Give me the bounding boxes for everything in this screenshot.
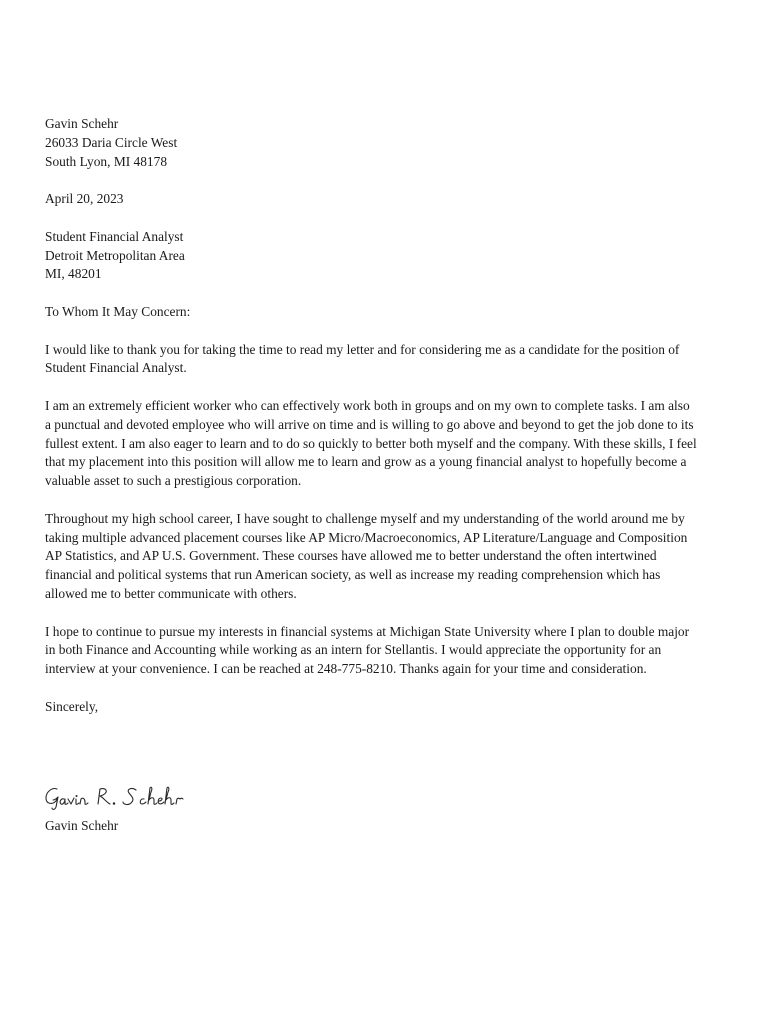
recipient-area: Detroit Metropolitan Area xyxy=(45,247,185,263)
salutation: To Whom It May Concern: xyxy=(45,303,191,319)
signature-name: Gavin Schehr xyxy=(45,817,119,833)
paragraph-4 xyxy=(45,623,735,679)
recipient-address xyxy=(45,228,735,284)
paragraph-line: allowed me to better communicate with others. xyxy=(45,585,297,601)
spacer xyxy=(45,491,735,510)
paragraph-2 xyxy=(45,397,735,491)
paragraph-line: interview at your convenience. I can be reached at 248-775-8210. Thanks again for your time and consideration. xyxy=(45,661,647,677)
handwritten-signature xyxy=(43,783,735,813)
sender-street: 26033 Daria Circle West xyxy=(45,134,178,150)
paragraph-line: I would like to thank you for taking the time to read my letter and for considering me as a candidate for the position of xyxy=(45,341,680,357)
sender-city-state-zip: South Lyon, MI 48178 xyxy=(45,153,168,169)
paragraph-3 xyxy=(45,510,735,604)
spacer xyxy=(45,284,735,303)
paragraph-line: AP Statistics, and AP U.S. Government. These courses have allowed me to better understand the often intertwined xyxy=(45,548,657,564)
closing-line xyxy=(45,698,735,717)
signature-script-image xyxy=(43,783,193,813)
spacer xyxy=(45,322,735,341)
date-line xyxy=(45,190,735,209)
paragraph-line: valuable asset to such a prestigious corporation. xyxy=(45,473,302,489)
letter-date: April 20, 2023 xyxy=(45,191,124,207)
paragraph-line: a punctual and devoted employee who will arrive on time and is willing to go above and beyond to get the job done to its xyxy=(45,416,694,432)
spacer xyxy=(45,378,735,397)
recipient-state-zip: MI, 48201 xyxy=(45,266,102,282)
spacer xyxy=(45,679,735,698)
paragraph-line: Student Financial Analyst. xyxy=(45,360,187,376)
recipient-title: Student Financial Analyst xyxy=(45,228,184,244)
sender-name: Gavin Schehr xyxy=(45,116,119,131)
paragraph-line: in both Finance and Accounting while working as an intern for Stellantis. I would appreciate the opportunity for an xyxy=(45,642,662,658)
paragraph-1 xyxy=(45,341,735,379)
paragraph-line: taking multiple advanced placement courses like AP Micro/Macroeconomics, AP Literature/Language and Composition xyxy=(45,529,688,545)
letter-body xyxy=(45,115,735,835)
spacer xyxy=(45,604,735,623)
paragraph-line: that my placement into this position will allow me to learn and grow as a young financial analyst to hopefully become a xyxy=(45,454,687,470)
salutation-line xyxy=(45,303,735,322)
paragraph-line: fullest extent. I am also eager to learn and to do so quickly to better both myself and the company. With these skills, I feel xyxy=(45,435,697,451)
paragraph-line: financial and political systems that run American society, as well as increase my reading comprehension which has xyxy=(45,567,661,583)
spacer xyxy=(45,209,735,228)
closing: Sincerely, xyxy=(45,698,99,714)
signature-space xyxy=(45,717,735,783)
paragraph-line: I hope to continue to pursue my interests in financial systems at Michigan State University where I plan to double major xyxy=(45,623,690,639)
spacer xyxy=(45,171,735,190)
sender-address xyxy=(45,115,735,171)
paragraph-line: I am an extremely efficient worker who can effectively work both in groups and on my own to complete tasks. I am also xyxy=(45,397,690,413)
paragraph-line: Throughout my high school career, I have sought to challenge myself and my understanding of the world around me by xyxy=(45,510,685,526)
signature-name-line xyxy=(45,817,735,836)
